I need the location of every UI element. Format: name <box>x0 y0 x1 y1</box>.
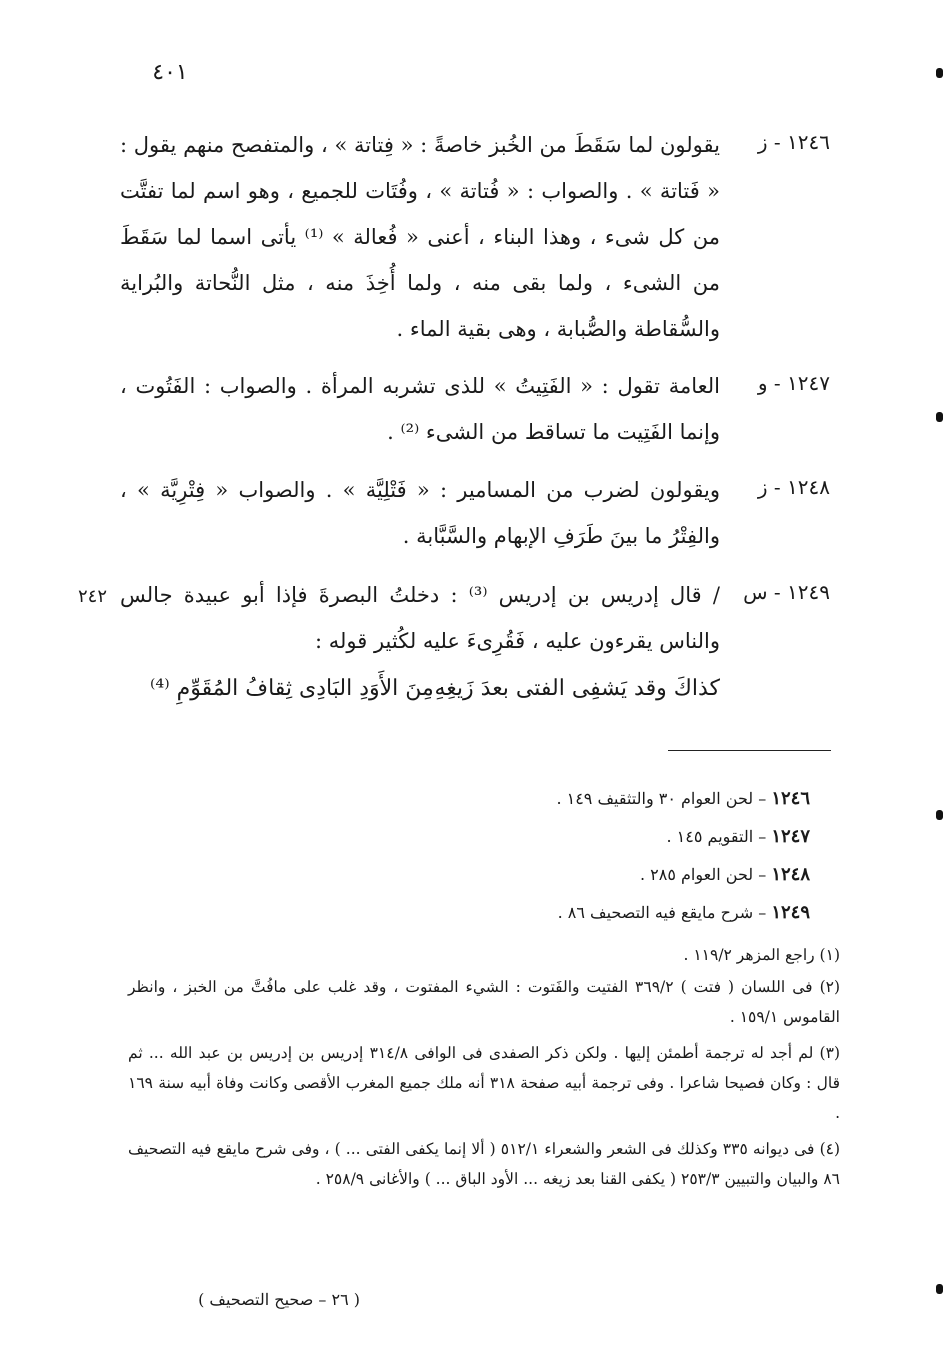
source-entry-number: ١٢٤٩ <box>771 902 810 923</box>
entry-text: العامة تقول : « الفَتِيتُ » للذى تشربه المرأة . والصواب : الفَتُوت ، وإنما الفَتِيت ما تساقط من الشىء ⁽²⁾ . <box>120 374 720 444</box>
scan-edge-mark <box>936 68 943 78</box>
scan-edge-mark <box>936 1284 943 1294</box>
footnotes <box>128 940 840 1200</box>
entry-text: ويقولون لضرب من المسامير : « فَتْلِيَّة » . والصواب « فِتْرِيَّة » ، والفِتْرُ ما بينَ طَرَفِ الإبهام والسَّبَّابة . <box>120 478 720 548</box>
source-line <box>360 780 810 818</box>
entry-number: ١٢٤٨ - ز <box>757 475 830 499</box>
entry-1248 <box>0 467 943 567</box>
footnote-separator <box>668 750 831 751</box>
source-line <box>360 818 810 856</box>
entry-1247 <box>0 363 943 463</box>
footnote-4: (٤) فى ديوانه ٣٣٥ وكذلك فى الشعر والشعراء ٥١٢/١ ( ألا إنما يكفى الفتى ... ) ، وفى شرح مايقع فيه التصحيف ٨٦ والبيان والتبيين ٢٥٣/٣ ( يكفى القنا بعد زيغه ... الأود الباق ... ) والأغانى ٢٥٨/٩ . <box>128 1140 841 1188</box>
source-text: – لحن العوام ٢٨٥ . <box>639 865 767 884</box>
entry-number: ١٢٤٩ - س <box>743 580 830 604</box>
entry-text: / قال إدريس بن إدريس ⁽³⁾ : دخلتُ البصرةَ فإذا أبو عبيدة جالس والناس يقرءون عليه ، فَقُرِىءَ عليه لكُثير قوله : <box>120 583 720 653</box>
entry-1249 <box>0 572 943 732</box>
footnote-2: (٢) فى اللسان ( فتت ) ٣٦٩/٢ الفتيت والفَتوت : الشيء المفتوت ، وقد غلب على مافُتَّ من الخبز ، وانظر القاموس ١٥٩/١ . <box>128 978 841 1026</box>
source-references <box>360 780 810 932</box>
scan-edge-mark <box>936 412 943 422</box>
margin-page-mark: ٢٤٢ <box>78 586 108 607</box>
signature-footer: ( ٢٦ – صحيح التصحيف ) <box>198 1290 360 1309</box>
source-line <box>360 894 810 932</box>
source-entry-number: ١٢٤٧ <box>771 826 810 847</box>
entry-text: يقولون لما سَقَطَ من الخُبز خاصةً : « فِتاتة » ، والمتفصح منهم يقول : « فَتاتة » . والصواب : « فُتاتة » ، وفُتَات للجميع ، وهو اسم لما تفتَّت من كل شىء ، وهذا البناء ، أعنى « فُعالة » ⁽¹⁾ يأتى اسما لما سَقَطَ من الشىء ، ولما بقى منه ، ولما أُخِذَ منه ، مثل النُّحاتة والبُراية والسُّقاطة والصُّبابة ، وهى بقية الماء . <box>120 133 720 341</box>
verse-second-hemistich: مِنَ الأَوَدِ البَادِى ثِقافُ المُقَوِّمِ ⁽⁴⁾ <box>150 676 434 701</box>
page-number: ٤٠١ <box>152 60 188 85</box>
scan-edge-mark <box>936 810 943 820</box>
source-text: – لحن العوام ٣٠ والتثقيف ١٤٩ . <box>556 789 767 808</box>
poetry-verse <box>150 676 720 716</box>
footnote-1: (١) راجع المزهر ١١٩/٢ . <box>683 946 840 964</box>
entry-number: ١٢٤٦ - ز <box>757 130 830 154</box>
source-entry-number: ١٢٤٨ <box>771 864 810 885</box>
entry-1246 <box>0 122 943 362</box>
source-text: – التقويم ١٤٥ . <box>666 827 767 846</box>
source-line <box>360 856 810 894</box>
footnote-3: (٣) لم أجد له ترجمة أطمئن إليها . ولكن ذكر الصفدى فى الوافى ٣١٤/٨ إدريس بن إدريس بن عبد الله ... ثم قال : وكان فصيحا شاعرا . وفى ترجمة أبيه صفحة ٣١٨ أنه ملك جميع المغرب الأقصى وكانت وفاة أبيه سنة ١٦٩ . <box>128 1044 840 1122</box>
entry-number: ١٢٤٧ - و <box>757 371 830 395</box>
source-entry-number: ١٢٤٦ <box>771 788 810 809</box>
verse-first-hemistich: كذاكَ وقد يَشفِى الفتى بعدَ زَيغِهِ <box>434 676 720 701</box>
source-text: – شرح مايقع فيه التصحيف ٨٦ . <box>557 903 767 922</box>
